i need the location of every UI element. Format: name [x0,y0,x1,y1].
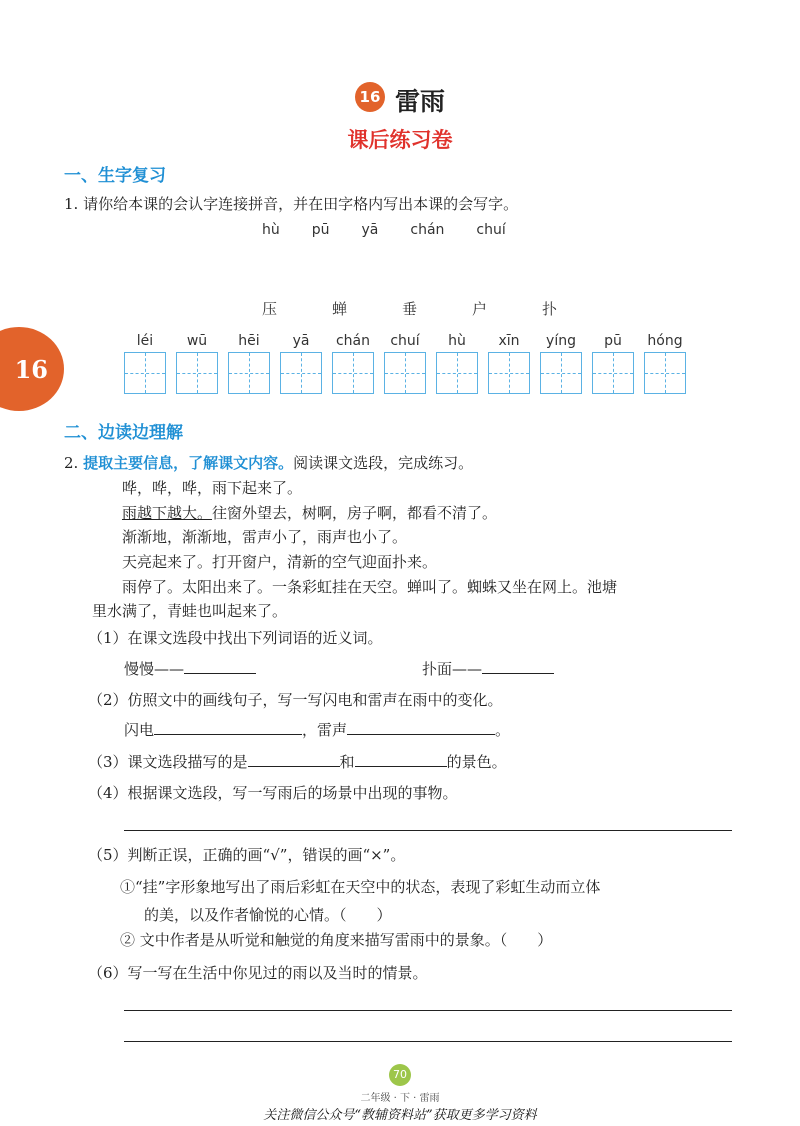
writing-box[interactable] [644,352,686,394]
grid-cell [119,330,171,394]
writing-box[interactable] [592,352,634,394]
grid-cell [379,330,431,394]
footer-grade-info: 二年级 · 下 · 雷雨 [360,1093,440,1104]
writing-box[interactable] [176,352,218,394]
writing-box[interactable] [228,352,270,394]
grid-cell [535,330,587,394]
lesson-title: 雷雨 [394,87,445,116]
sub1-word-b: 扑面—— [422,660,483,678]
page-subtitle: 课后练习卷 [347,128,453,152]
sub-question-6: （6）写一写在生活中你见过的雨以及当时的情景。 [88,964,428,982]
grid-pinyin: wū [186,333,208,349]
sub-question-2: （2）仿照文中的画线句子，写一写闪电和雷声在雨中的变化。 [88,691,503,709]
hanzi-row [262,298,612,319]
page-number: 70 [389,1064,411,1086]
sub1-answer-a [124,657,256,679]
hanzi-item[interactable]: 垂 [402,300,418,318]
question-2-text [64,452,473,473]
passage-line: 哗，哗，哗，雨下起来了。 [122,479,303,497]
pinyin-row [262,222,538,238]
sub-question-4: （4）根据课文选段，写一写雨后的场景中出现的事物。 [88,784,458,802]
grid-cell [327,330,379,394]
sub-question-3 [88,750,507,772]
grid-pinyin: hóng [647,333,683,349]
answer-line[interactable] [124,1041,732,1042]
tianzige-grid [119,330,691,394]
sub3-text-b: 和 [339,753,355,771]
grid-pinyin: chán [335,333,371,349]
hanzi-item[interactable]: 扑 [542,300,558,318]
answer-blank[interactable] [154,718,302,735]
pinyin-item[interactable]: yā [361,222,379,238]
judgment-item-2[interactable]: ② 文中作者是从听觉和触觉的角度来描写雷雨中的景象。（ ） [120,931,553,949]
sub3-text-c: 的景色。 [446,753,507,771]
judgment-item-1: ①“挂”字形象地写出了雨后彩虹在天空中的状态，表现了彩虹生动而立体 [120,878,601,896]
writing-box[interactable] [488,352,530,394]
grid-cell [171,330,223,394]
section-heading-1: 一、生字复习 [64,166,166,186]
grid-cell [483,330,535,394]
passage-text: 往窗外望去，树啊，房子啊，都看不清了。 [212,504,498,522]
sub2-answer [124,718,510,740]
side-lesson-tab: 16 [0,327,64,411]
sub-question-1: （1）在课文选段中找出下列词语的近义词。 [88,629,383,647]
section-heading-2: 二、边读边理解 [64,423,183,443]
sub2-end: 。 [495,721,511,739]
writing-box[interactable] [280,352,322,394]
answer-blank[interactable] [347,718,495,735]
passage-line: 雨停了。太阳出来了。一条彩虹挂在天空。蝉叫了。蜘蛛又坐在网上。池塘 [122,578,618,596]
pinyin-item[interactable]: chuí [476,222,506,238]
writing-box[interactable] [332,352,374,394]
grid-cell [431,330,483,394]
grid-cell [275,330,327,394]
question-2-prefix: 2. [64,454,84,472]
judgment-item-1-cont[interactable]: 的美，以及作者愉悦的心情。（ ） [144,906,392,924]
answer-blank[interactable] [184,657,256,674]
sub2-label-a: 闪电 [124,721,155,739]
grid-pinyin: léi [136,333,154,349]
underlined-sentence: 雨越下越大。 [122,504,213,522]
pinyin-item[interactable]: hù [262,222,280,238]
grid-cell [639,330,691,394]
grid-pinyin: yā [292,333,310,349]
sub3-text-a: （3）课文选段描写的是 [88,753,248,771]
grid-pinyin: yíng [546,333,576,349]
question-2-emphasis: 提取主要信息，了解课文内容。 [83,454,294,472]
grid-cell [223,330,275,394]
sub1-answer-b [422,657,554,679]
sub1-word-a: 慢慢—— [124,660,185,678]
lesson-number-badge: 16 [355,82,385,112]
grid-pinyin: pū [604,333,622,349]
lesson-header [0,82,800,118]
footer-note: 关注微信公众号“教辅资料站”获取更多学习资料 [263,1108,537,1123]
grid-pinyin: hēi [238,333,260,349]
passage-line: 渐渐地，渐渐地，雷声小了，雨声也小了。 [122,528,408,546]
pinyin-item[interactable]: pū [311,222,330,238]
hanzi-item[interactable]: 蝉 [332,300,348,318]
sub2-label-b: ，雷声 [302,721,348,739]
sub-question-5: （5）判断正误，正确的画“√”，错误的画“×”。 [88,846,406,864]
answer-blank[interactable] [482,657,554,674]
passage-line [122,502,497,523]
writing-box[interactable] [436,352,478,394]
grid-pinyin: chuí [390,333,420,349]
writing-box[interactable] [540,352,582,394]
answer-blank[interactable] [248,750,340,767]
grid-cell [587,330,639,394]
hanzi-item[interactable]: 压 [262,300,278,318]
grid-pinyin: xīn [498,333,520,349]
writing-box[interactable] [124,352,166,394]
grid-pinyin: hù [448,333,466,349]
writing-box[interactable] [384,352,426,394]
passage-line: 里水满了，青蛙也叫起来了。 [92,602,288,620]
passage-line: 天亮起来了。打开窗户，清新的空气迎面扑来。 [122,553,438,571]
question-1-text: 1. 请你给本课的会认字连接拼音，并在田字格内写出本课的会写字。 [64,195,519,213]
question-2-rest: 阅读课文选段，完成练习。 [293,454,474,472]
answer-line[interactable] [124,830,732,831]
pinyin-item[interactable]: chán [410,222,445,238]
answer-line[interactable] [124,1010,732,1011]
hanzi-item[interactable]: 户 [472,300,488,318]
answer-blank[interactable] [355,750,447,767]
